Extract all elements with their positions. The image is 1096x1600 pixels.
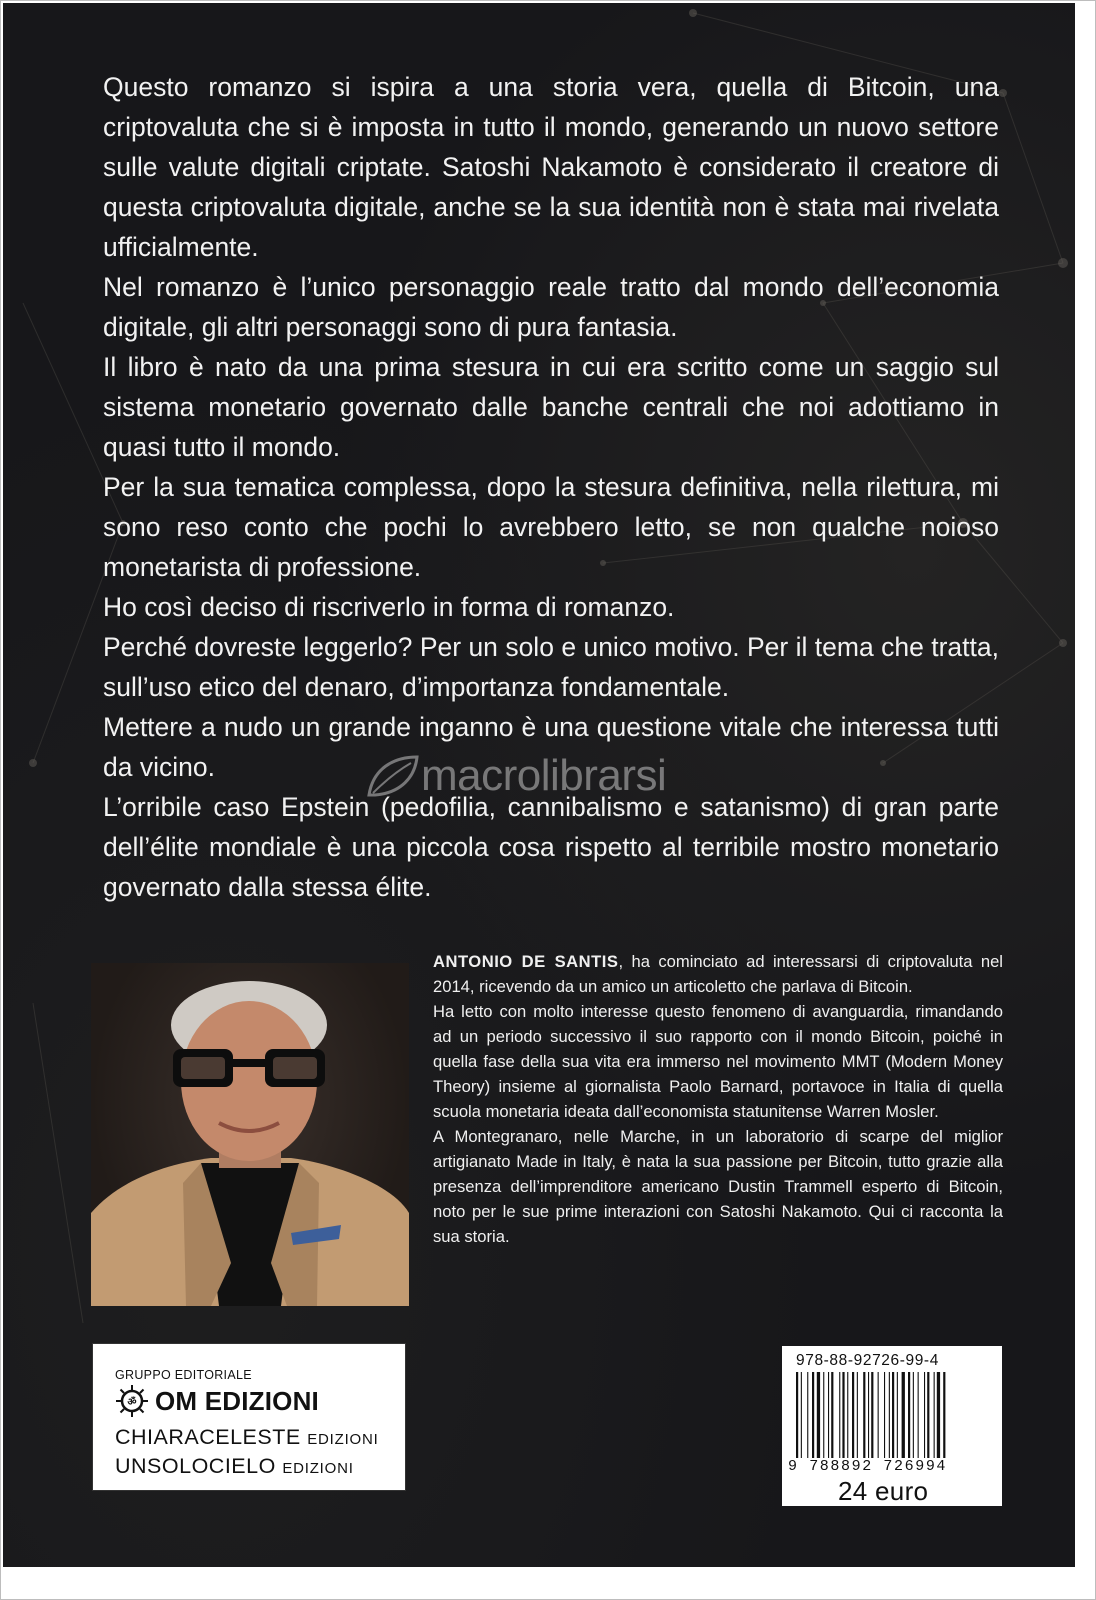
blurb-paragraph: Il libro è nato da una prima stesura in cui era scritto come un saggio sul sistema monetario governato dalle banche centrali che noi adottiamo in quasi tutto il mondo.	[103, 352, 999, 462]
publisher-group-label: GRUPPO EDITORIALE	[115, 1368, 252, 1382]
isbn-number: 978-88-92726-99-4	[796, 1352, 939, 1369]
bio-paragraph: Ha letto con molto interesse questo fenomeno di avanguardia, rimandando ad un periodo successivo il suo rapporto con il mondo Bitcoin, poiché in quella fase della sua vita era immerso nel movimento MMT (Modern Money Theory) insieme al giornalista Paolo Barnard, portavoce in Italia di quella scuola monetaria ideata dall’economista statunitense Warren Mosler.	[433, 1002, 1003, 1121]
barcode-stripe	[847, 1372, 848, 1472]
author-photo	[91, 963, 409, 1306]
svg-text:ॐ: ॐ	[127, 1397, 137, 1408]
barcode-stripe	[943, 1372, 945, 1472]
barcode-stripe	[937, 1372, 940, 1472]
barcode-stripe	[807, 1372, 808, 1472]
barcode-stripe	[918, 1372, 919, 1472]
chiaraceleste-name: CHIARACELESTE	[115, 1425, 301, 1449]
barcode-stripe	[902, 1372, 905, 1472]
blurb-paragraph: Perché dovreste leggerlo? Per un solo e unico motivo. Per il tema che tratta, sull’uso etico del denaro, d’importanza fondamentale.	[103, 632, 999, 702]
edizioni-label: EDIZIONI	[282, 1460, 354, 1477]
price-label: 24 euro	[838, 1476, 929, 1506]
blurb-paragraph: Nel romanzo è l’unico personaggio reale tratto dal mondo dell’economia digitale, gli altri personaggi sono di pura fantasia.	[103, 272, 999, 342]
unsolocielo-name: UNSOLOCIELO	[115, 1454, 276, 1478]
barcode-bars	[796, 1372, 988, 1472]
barcode-stripe	[908, 1372, 910, 1472]
blurb-paragraph: Mettere a nudo un grande inganno è una questione vitale che interessa tutti da vicino.	[103, 712, 999, 782]
barcode-stripe	[927, 1372, 929, 1472]
blurb-paragraph: Per la sua tematica complessa, dopo la stesura definitiva, nella rilettura, mi sono reso conto che pochi lo avrebbero letto, se non qualche noioso monetarista di professione.	[103, 472, 999, 582]
om-edizioni-text: OM EDIZIONI	[155, 1385, 319, 1416]
barcode-stripe	[889, 1372, 890, 1472]
barcode-stripe	[897, 1372, 898, 1472]
bio-intro	[433, 949, 1003, 999]
blurb-paragraph: L’orribile caso Epstein (pedofilia, cannibalismo e satanismo) di gran parte dell’élite mondiale è una piccola cosa rispetto al terribile mostro monetario governato dalla stessa élite.	[103, 792, 999, 902]
barcode-stripe	[871, 1372, 873, 1472]
barcode-stripe	[924, 1372, 925, 1472]
blurb-paragraph: Ho così deciso di riscriverlo in forma di romanzo.	[103, 592, 675, 622]
barcode-stripe	[796, 1372, 798, 1472]
publisher-logo-box	[92, 1343, 406, 1491]
sun-emblem-icon	[115, 1384, 149, 1418]
barcode-stripe	[831, 1372, 833, 1472]
author-portrait-illustration	[91, 963, 409, 1306]
barcode-stripe	[913, 1372, 914, 1472]
barcode-stripe	[934, 1372, 935, 1472]
bio-paragraph: A Montegranaro, nelle Marche, in un laboratorio di scarpe del miglior artigianato Made in Italy, è nata la sua passione per Bitcoin, tutto grazie alla presenza dell’imprenditore americano Dustin Trammell esperto di Bitcoin, noto per le sue prime interazioni con Satoshi Nakamoto. Qui ci racconta la sua storia.	[433, 1127, 1003, 1246]
blurb-paragraph: Questo romanzo si ispira a una storia vera, quella di Bitcoin, una criptovaluta che si è imposta in tutto il mondo, generando un nuovo settore sulle valute digitali criptate. Satoshi Nakamoto è considerato il creatore di questa criptovaluta digitale, anche se la sua identità non è stata mai rivelata ufficialmente.	[103, 72, 999, 262]
barcode-stripe	[852, 1372, 854, 1472]
author-name: ANTONIO DE SANTIS	[433, 952, 619, 971]
barcode-stripe	[892, 1372, 894, 1472]
barcode-stripe	[868, 1372, 869, 1472]
barcode-stripe	[812, 1372, 814, 1472]
book-back-cover	[3, 3, 1075, 1567]
barcode-stripe	[828, 1372, 829, 1472]
om-edizioni-logo	[115, 1384, 405, 1418]
edizioni-label: EDIZIONI	[307, 1431, 379, 1448]
barcode-stripe	[842, 1372, 844, 1472]
barcode-stripe	[801, 1372, 802, 1472]
unsolocielo-line	[115, 1453, 405, 1482]
barcode-stripe	[884, 1372, 885, 1472]
barcode-stripe	[878, 1372, 879, 1472]
watermark-text: macrolibrarsi	[421, 751, 667, 800]
chiaraceleste-line	[115, 1424, 405, 1453]
barcode-stripe	[863, 1372, 865, 1472]
barcode-stripe	[857, 1372, 858, 1472]
blurb-text	[103, 67, 999, 907]
barcode-stripe	[817, 1372, 820, 1472]
bio-intro-text: , ha cominciato ad interessarsi di criptovaluta nel 2014, ricevendo da un amico un articoletto che parlava di Bitcoin.	[433, 952, 1003, 996]
barcode-stripe	[839, 1372, 840, 1472]
barcode-digits: 9 788892 726994	[788, 1458, 948, 1475]
barcode-box	[782, 1346, 1002, 1506]
barcode-stripe	[823, 1372, 824, 1472]
author-bio	[433, 949, 1003, 1249]
